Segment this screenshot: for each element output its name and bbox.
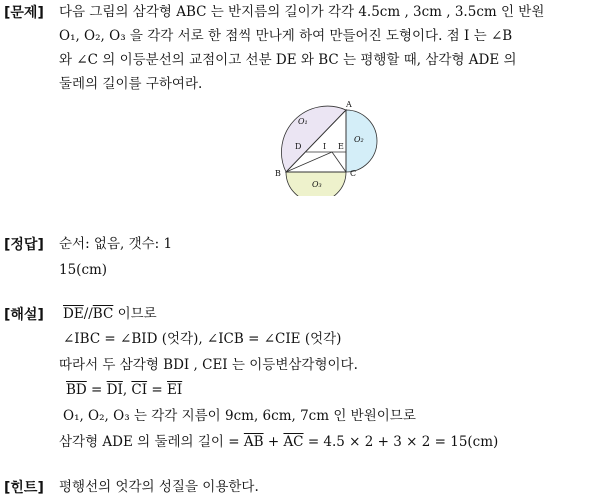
explanation-line-2: ∠IBC = ∠BID (엇각), ∠ICB = ∠CIE (엇각): [63, 331, 342, 347]
segment-ci-text: $\overline{CI}$: [131, 382, 148, 398]
label-c: C: [350, 169, 357, 178]
semicircle-o1: [281, 106, 346, 172]
label-e: E: [338, 142, 344, 151]
problem-line-3: 와 ∠C 의 이등분선의 교점이고 선분 DE 와 BC 는 평행할 때, 삼각형 ADE 의: [59, 52, 517, 68]
segment-de-text: $\overline{DE}$: [63, 306, 84, 322]
label-i: I: [323, 142, 327, 151]
segment-di-text: $\overline{DI}$: [106, 382, 123, 398]
label-o3: O₃: [312, 180, 322, 189]
problem-line-1: 다음 그림의 삼각형 ABC 는 반지름의 길이가 각각 4.5cm , 3cm , 3.5cm 인 반원: [59, 4, 545, 20]
explanation-line-4: $\overline{BD} = \overline{DI}$, $\overline{CI} = \overline{EI}$: [66, 382, 183, 398]
problem-label: [문제]: [4, 5, 44, 21]
answer-line-2: 15(cm): [59, 262, 108, 278]
explanation-l6-post: = 4.5 × 2 + 3 × 2 = 15(cm): [303, 434, 499, 450]
problem-line-4: 둘레의 길이를 구하여라.: [59, 76, 203, 92]
explanation-line-6: 삼각형 ADE 의 둘레의 길이 = $\overline{AB} + \overline{AC} = 4.5 \times 2 + 3 \times 2 = 15(cm)$: [59, 434, 499, 450]
label-o2: O₂: [354, 135, 364, 144]
hint-text: 평행선의 엇각의 성질을 이용한다.: [59, 479, 259, 495]
label-b: B: [275, 169, 281, 178]
label-d: D: [295, 142, 302, 151]
explanation-label: [해설]: [4, 307, 44, 323]
segment-bd-text: $\overline{BD}$: [66, 382, 87, 398]
label-a: A: [346, 100, 352, 109]
answer-label: [정답]: [4, 237, 44, 253]
explanation-line-5: O₁, O₂, O₃ 는 각각 지름이 9cm, 6cm, 7cm 인 반원이므로: [63, 408, 416, 424]
explanation-l6-pre: 삼각형 ADE 의 둘레의 길이 =: [59, 434, 244, 450]
answer-line-1: 순서: 없음, 갯수: 1: [59, 236, 173, 252]
parallel-symbol: //: [83, 306, 93, 322]
bisector-c: [332, 152, 346, 172]
segment-ac-text: $\overline{AC}$: [283, 434, 304, 450]
geometry-figure: [268, 96, 388, 196]
segment-bc-text: $\overline{BC}$: [92, 306, 114, 322]
explanation-line-1: [63, 305, 157, 323]
explanation-line-3: 따라서 두 삼각형 BDI , CEI 는 이등변삼각형이다.: [59, 357, 358, 373]
label-o1: O₁: [298, 117, 308, 126]
explanation-l1-rest: 이므로: [113, 306, 157, 322]
problem-line-2: O₁, O₂, O₃ 을 각각 서로 한 점씩 만나게 하여 만들어진 도형이다. 점 I 는 ∠B: [59, 28, 513, 44]
hint-label: [힌트]: [4, 480, 44, 496]
segment-ab-text: $\overline{AB}$: [243, 434, 264, 450]
segment-ei-text: $\overline{EI}$: [167, 382, 183, 398]
